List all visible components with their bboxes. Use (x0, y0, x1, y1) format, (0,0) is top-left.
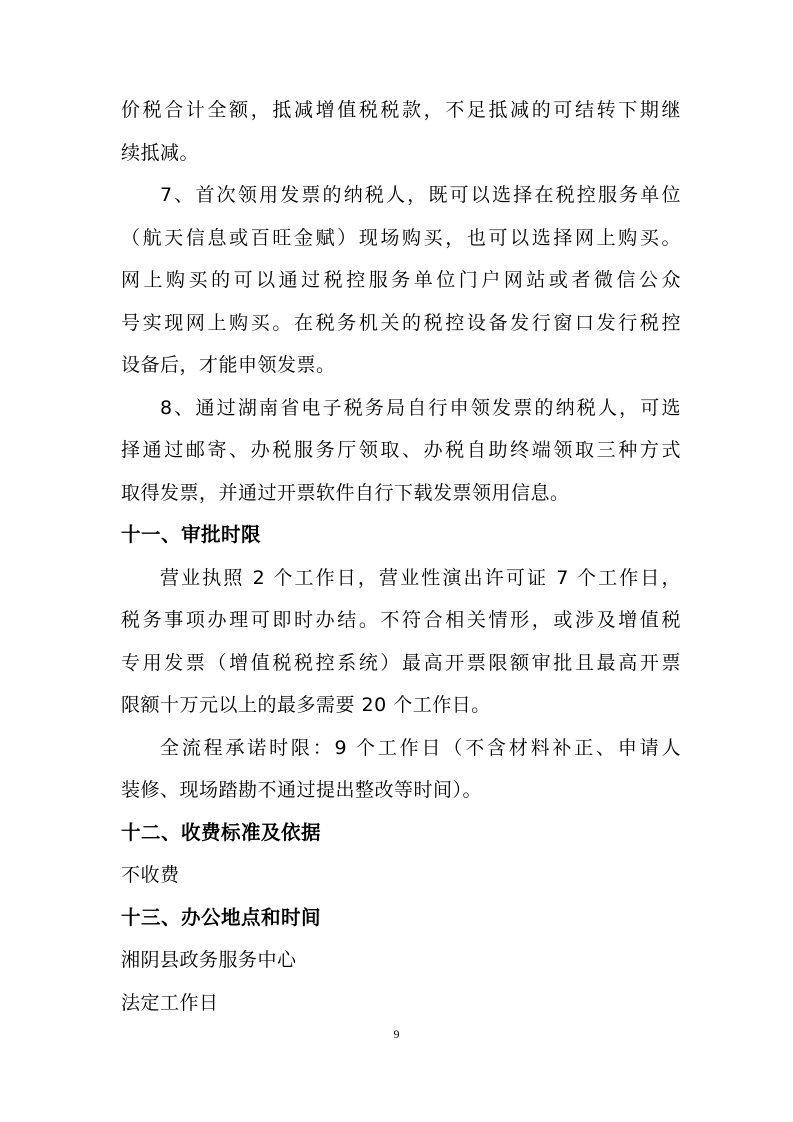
text-line: 择通过邮寄、办税服务厅领取、办税自助终端领取三种方式 (121, 439, 681, 461)
section-heading: 十二、收费标准及依据 (121, 821, 322, 844)
text-line: 8、通过湖南省电子税务局自行申领发票的纳税人，可选 (160, 397, 681, 419)
text-line: 续抵减。 (121, 142, 200, 164)
text-line: 取得发票，并通过开票软件自行下载发票领用信息。 (121, 482, 570, 504)
text-line: 7、首次领用发票的纳税人，既可以选择在税控服务单位 (160, 184, 681, 206)
text-line: 营业执照 2 个工作日，营业性演出许可证 7 个工作日， (160, 567, 681, 589)
text-line: 号实现网上购买。在税务机关的税控设备发行窗口发行税控 (121, 312, 681, 334)
office-location: 湘阴县政务服务中心 (121, 949, 297, 971)
text-line: （航天信息或百旺金赋）现场购买，也可以选择网上购买。 (121, 227, 681, 249)
text-line: 限额十万元以上的最多需要 20 个工作日。 (121, 694, 491, 716)
section-heading: 十一、审批时限 (121, 523, 262, 546)
text-line: 网上购买的可以通过税控服务单位门户网站或者微信公众 (121, 269, 681, 291)
section-heading: 十三、办公地点和时间 (121, 906, 322, 929)
text-line: 装修、现场踏勘不通过提出整改等时间）。 (121, 779, 483, 801)
text-line: 税务事项办理可即时办结。不符合相关情形，或涉及增值税 (121, 609, 681, 631)
text-line: 价税合计全额，抵减增值税税款，不足抵减的可结转下期继 (121, 99, 681, 121)
text-line: 全流程承诺时限：9 个工作日（不含材料补正、申请人 (160, 737, 681, 759)
text-line: 设备后，才能申领发票。 (121, 354, 336, 376)
text-line: 不收费 (121, 864, 180, 886)
page-number: 9 (393, 1027, 400, 1041)
office-hours: 法定工作日 (121, 992, 219, 1014)
text-line: 专用发票（增值税税控系统）最高开票限额审批且最高开票 (121, 652, 681, 674)
